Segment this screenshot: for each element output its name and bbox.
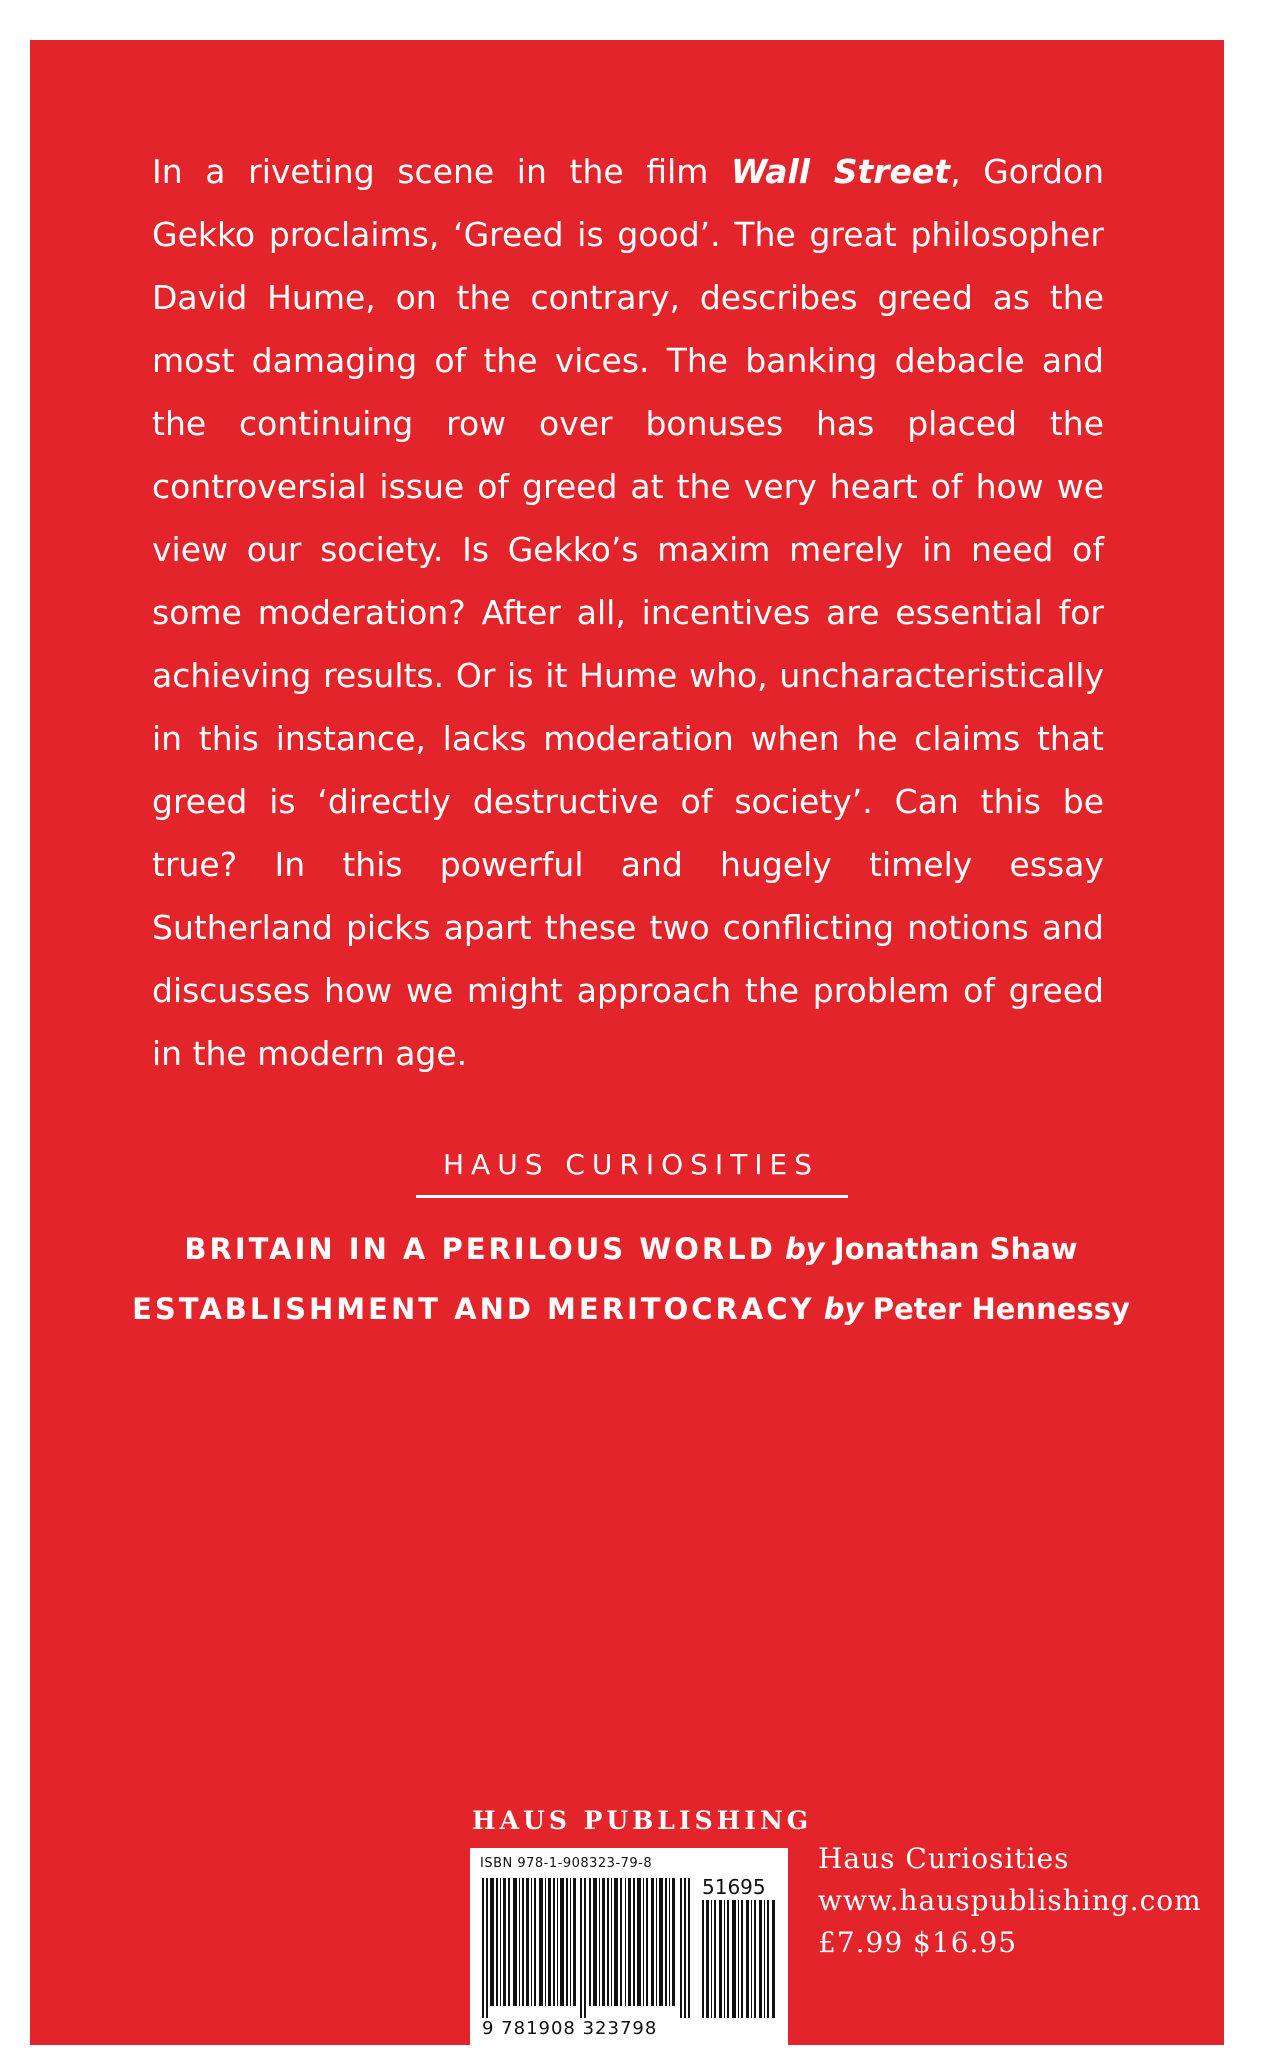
barcode xyxy=(470,1848,788,2045)
series-title-2-name: ESTABLISHMENT AND MERITOCRACY xyxy=(132,1292,815,1326)
series-name: Haus Curiosities xyxy=(818,1842,1070,1875)
series-title-2-by: by xyxy=(823,1292,864,1326)
isbn-label: ISBN 978-1-908323-79-8 xyxy=(480,1856,653,1871)
blurb-text xyxy=(152,140,1104,1085)
publisher-name: HAUS PUBLISHING xyxy=(472,1806,813,1835)
book-info xyxy=(818,1838,1202,1964)
barcode-bars-icon xyxy=(480,1878,696,2018)
film-title: Wall Street xyxy=(731,152,951,191)
series-title-2-author: Peter Hennessy xyxy=(872,1292,1130,1326)
series-title-2 xyxy=(0,1292,1262,1326)
website-link[interactable]: www.hauspublishing.com xyxy=(818,1884,1202,1917)
blurb-part1: In a riveting scene in the film xyxy=(152,152,732,191)
series-title-1 xyxy=(0,1232,1262,1266)
series-title-1-by: by xyxy=(785,1232,825,1266)
barcode-addon-number: 51695 xyxy=(702,1875,766,1899)
series-title-1-name: BRITAIN IN A PERILOUS WORLD xyxy=(184,1232,776,1266)
barcode-addon-bars-icon xyxy=(700,1900,780,2018)
price: £7.99 $16.95 xyxy=(818,1926,1018,1959)
barcode-digits: 9 781908 323798 xyxy=(482,2018,658,2039)
series-heading: HAUS CURIOSITIES xyxy=(442,1148,820,1181)
series-divider xyxy=(416,1195,848,1198)
blurb-part2: , Gordon Gekko proclaims, ‘Greed is good’. The great philosopher David Hume, on the contrary, describes greed as the most damaging of the vices. The banking debacle and the continuing row over bonuses has placed the controversial issue of greed at the very heart of how we view our society. Is Gekko’s maxim merely in need of some moderation? After all, incentives are essential for achieving results. Or is it Hume who, uncharacteristically in this instance, lacks moderation when he claims that greed is ‘directly destructive of society’. Can this be true? In this powerful and hugely timely essay Sutherland picks apart these two conflicting notions and discusses how we might approach the problem of greed in the modern age. xyxy=(152,152,1104,1073)
series-title-1-author: Jonathan Shaw xyxy=(833,1232,1078,1266)
